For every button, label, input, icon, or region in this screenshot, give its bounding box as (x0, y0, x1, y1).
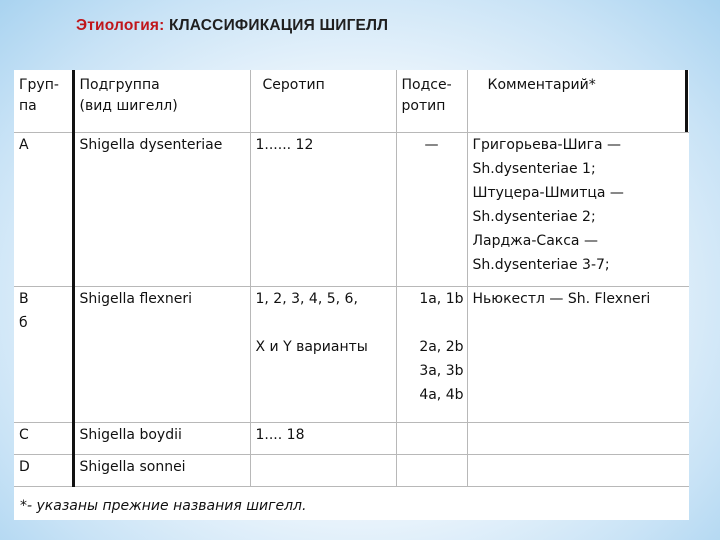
slide-title (76, 17, 388, 35)
cell-subserotype (396, 454, 467, 486)
table-row (14, 286, 689, 422)
shigella-classification-table (14, 70, 689, 487)
footnote: *- указаны прежние названия шигелл. (20, 498, 307, 514)
cell-comment: Григорьева-Шига — Sh.dysenteriae 1; Штуцера-Шмитца — Sh.dysenteriae 2; Ларджа-Сакса — Sh.dysenteriae 3-7; (467, 132, 689, 286)
cell-group: C (14, 422, 73, 454)
header-row (14, 70, 689, 132)
header-group: Груп- па (14, 70, 73, 132)
table-row (14, 422, 689, 454)
cell-serotype (250, 454, 396, 486)
header-right-rule (685, 70, 688, 132)
header-comment: Комментарий* (467, 70, 689, 132)
cell-group: A (14, 132, 73, 286)
header-subgroup: Подгруппа (вид шигелл) (73, 70, 250, 132)
slide-title-subject: КЛАССИФИКАЦИЯ ШИГЕЛЛ (169, 17, 389, 34)
header-serotype: Серотип (250, 70, 396, 132)
header-subserotype: Подсе- ротип (396, 70, 467, 132)
table-sheet (14, 70, 689, 520)
table-row (14, 454, 689, 486)
cell-serotype: 1, 2, 3, 4, 5, 6, X и Y варианты (250, 286, 396, 422)
cell-comment: Ньюкестл — Sh. Flexneri (467, 286, 689, 422)
slide-title-topic: Этиология: (76, 17, 165, 34)
cell-subgroup: Shigella sonnei (73, 454, 250, 486)
cell-subgroup: Shigella boydii (73, 422, 250, 454)
cell-serotype: 1.... 18 (250, 422, 396, 454)
cell-subgroup: Shigella dysenteriae (73, 132, 250, 286)
cell-comment (467, 422, 689, 454)
cell-subserotype (396, 422, 467, 454)
cell-subgroup: Shigella flexneri (73, 286, 250, 422)
cell-serotype: 1...... 12 (250, 132, 396, 286)
cell-group: D (14, 454, 73, 486)
table-row (14, 132, 689, 286)
cell-subserotype: — (396, 132, 467, 286)
cell-group: B б (14, 286, 73, 422)
cell-subserotype: 1a, 1b 2a, 2b 3a, 3b 4a, 4b (396, 286, 467, 422)
cell-comment (467, 454, 689, 486)
